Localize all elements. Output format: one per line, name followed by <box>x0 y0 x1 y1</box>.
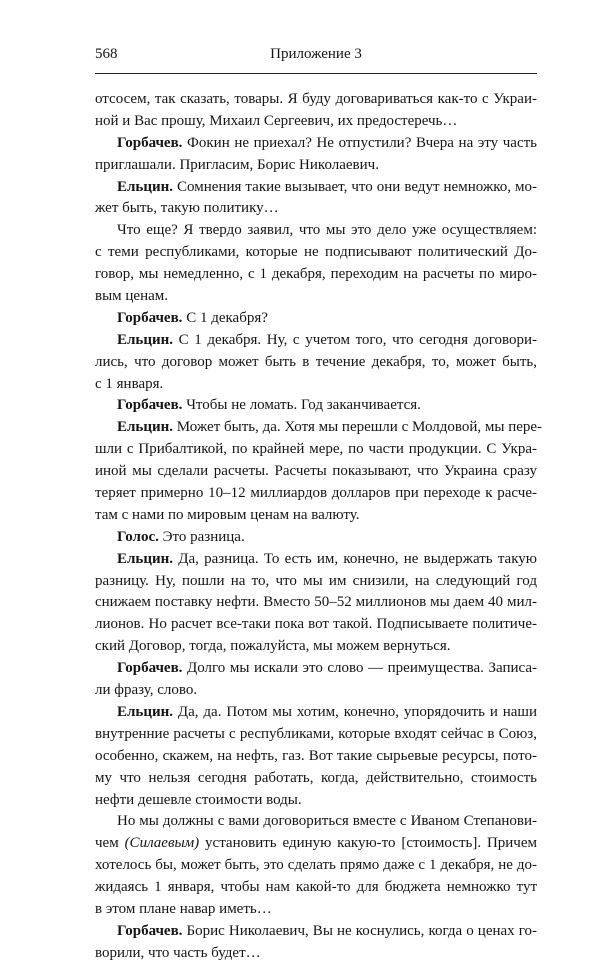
text-line: Голос. Это разница. <box>117 528 245 545</box>
text-line: Горбачев. Фокин не приехал? Не отпустили? Вчера на эту часть <box>117 134 537 151</box>
text-line: жидаясь 1 января, чтобы нам какой-то для бюджета немножко тут <box>95 879 537 896</box>
speaker-label: Ельцин. <box>117 178 174 195</box>
text-line: вым ценам. <box>95 288 169 305</box>
running-title: Приложение 3 <box>270 46 362 62</box>
speaker-label: Ельцин. <box>117 550 174 567</box>
text-line: жет быть, такую политику… <box>95 200 279 217</box>
text-line: Горбачев. Борис Николаевич, Вы не коснулись, когда о ценах го- <box>117 922 537 939</box>
speaker-label: Горбачев. <box>117 397 183 414</box>
text-line: с теми республиками, которые не подписывают политический До- <box>95 244 537 261</box>
header-rule <box>95 73 537 74</box>
speaker-label: Горбачев. <box>117 922 183 939</box>
text-line: там с нами по мировым ценам на валюту. <box>95 506 360 523</box>
speaker-label: Ельцин. <box>117 703 174 720</box>
text-line: Ельцин. Да, разница. То есть им, конечно, не выдержать такую <box>117 550 537 567</box>
text-line: му что нельзя сегодня работать, когда, действительно, стоимость <box>95 769 537 786</box>
text-line: Горбачев. Долго мы искали это слово — преимущества. Записа- <box>117 660 537 677</box>
speaker-label: Ельцин. <box>117 331 174 348</box>
text-line: Ельцин. Может быть, да. Хотя мы перешли с Молдовой, мы пере- <box>117 419 543 436</box>
speaker-label: Горбачев. <box>117 134 183 151</box>
text-line: ский Договор, тогда, пожалуйста, мы можем вернуться. <box>95 638 451 655</box>
text-line: ной и Вас прошу, Михаил Сергеевич, их предостеречь… <box>95 112 458 129</box>
text-line: Горбачев. С 1 декабря? <box>117 309 268 326</box>
text-line: ворили, что часть будет… <box>95 944 261 961</box>
page-number: 568 <box>95 46 118 62</box>
text-line: внутренние расчеты с республиками, которые входят сейчас в Союз, <box>95 725 537 742</box>
text-line: особенно, скажем, на нефть, газ. Вот такие сырьевые ресурсы, пото- <box>95 747 537 764</box>
text-line: с 1 января. <box>95 375 164 392</box>
text-line: хотелось бы, может быть, это сделать прямо даже с 1 декабря, не до- <box>95 857 537 874</box>
text-line: теряет примерно 10–12 миллиардов долларов при переходе к расче- <box>95 485 537 502</box>
text-line: Ельцин. Сомнения такие вызывает, что они ведут немножко, мо- <box>117 178 537 195</box>
text-line: Горбачев. Чтобы не ломать. Год заканчивается. <box>117 397 421 414</box>
text-line: лись, что договор может быть в течение декабря, то, может быть, <box>95 353 537 370</box>
speaker-label: Ельцин. <box>117 419 174 436</box>
text-line: Что еще? Я твердо заявил, что мы это дело уже осуществляем: <box>117 222 537 239</box>
text-line: Но мы должны с вами договориться вместе с Иваном Степанови- <box>117 813 537 830</box>
text-line: лионов. Но расчет все-таки пока вот такой. Подписываете политиче- <box>95 616 537 633</box>
italic-annotation: (Силаевым) <box>124 835 200 852</box>
text-line: чем (Силаевым) установить единую какую-то [стоимость]. Причем <box>95 835 537 852</box>
speaker-label: Горбачев. <box>117 660 183 677</box>
speaker-label: Горбачев. <box>117 309 183 326</box>
body-text <box>95 89 543 965</box>
text-line: иной мы сделали расчеты. Расчеты показывают, что Украина сразу <box>95 463 537 480</box>
speaker-label: Голос. <box>117 528 159 545</box>
page-header <box>95 44 537 64</box>
text-line: шли с Прибалтикой, по крайней мере, по части продукции. С Укра- <box>95 441 537 458</box>
text-line: нефти дешевле стоимости воды. <box>95 791 302 808</box>
text-line: Ельцин. С 1 декабря. Ну, с учетом того, что сегодня договори- <box>117 331 537 348</box>
text-line: в этом плане навар иметь… <box>95 900 272 917</box>
text-line: ли фразу, слово. <box>95 682 198 699</box>
text-line: приглашали. Пригласим, Борис Николаевич. <box>95 156 379 173</box>
text-line: снижаем поставку нефти. Вместо 50–52 миллионов мы даем 40 мил- <box>95 594 537 611</box>
text-line: разницу. Ну, пошли на то, что мы им снизили, на следующий год <box>95 572 537 589</box>
text-line: говор, мы немедленно, с 1 декабря, переходим на расчеты по миро- <box>95 266 537 283</box>
text-line: отсосем, так сказать, товары. Я буду договариваться как-то с Украи- <box>95 91 537 107</box>
text-line: Ельцин. Да, да. Потом мы хотим, конечно, упорядочить и наши <box>117 703 537 720</box>
